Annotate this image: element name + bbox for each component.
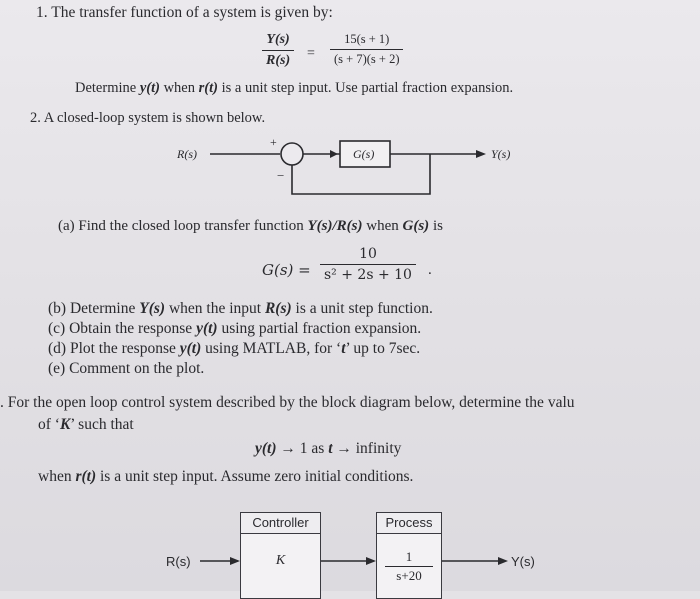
fraction-denominator: R(s): [266, 53, 291, 68]
arrow-head: [230, 557, 240, 565]
question-text: The transfer function of a system is given by:: [51, 4, 333, 21]
text-run: 1 as: [299, 440, 329, 457]
math-t: t: [341, 340, 346, 357]
plus-sign: +: [270, 135, 277, 149]
math-r-t: r(t): [198, 80, 218, 96]
minus-sign: −: [277, 168, 285, 183]
text-run: when: [362, 218, 403, 234]
controller-title: Controller: [241, 513, 320, 534]
question-3-condition: [38, 468, 413, 486]
diagram-input-label: R(s): [177, 147, 197, 161]
fraction-numerator: 1: [405, 549, 413, 564]
math-r-s: R(s): [264, 300, 292, 317]
text-run: of ‘: [38, 416, 60, 433]
question-number: 1.: [36, 4, 48, 21]
fraction-numerator: Y(s): [266, 32, 290, 47]
question-number: 2.: [30, 110, 41, 126]
text-run: when the input: [165, 300, 265, 317]
summing-junction: [281, 143, 303, 165]
question-3-line-2: [38, 416, 134, 434]
arrow-symbol: →: [332, 440, 356, 457]
question-text: A closed-loop system is shown below.: [43, 110, 266, 126]
g-s-fraction: [320, 246, 416, 283]
period: .: [428, 262, 432, 278]
text-run: infinity: [355, 440, 402, 457]
part-d: [48, 340, 420, 358]
diagram-block-label: G(s): [353, 147, 375, 161]
fraction-bar: [385, 566, 433, 567]
arrow-head: [476, 150, 486, 158]
text-run: (c) Obtain the response: [48, 320, 197, 337]
part-c: [48, 320, 421, 338]
text-run: ’ up to 7sec.: [345, 340, 421, 357]
text-run: is a unit step input. Assume zero initial conditions.: [96, 468, 414, 485]
diagram-input-label: R(s): [166, 554, 191, 569]
g-s-lhs: G(s) =: [262, 261, 311, 279]
fraction-numerator: 15(s + 1): [344, 32, 390, 46]
equals-sign: =: [307, 46, 315, 61]
text-run: when: [38, 468, 76, 485]
fraction-numerator: 10: [359, 246, 377, 262]
arrow-head: [498, 557, 508, 565]
math-y-t: y(t): [255, 440, 277, 457]
text-run: using partial fraction expansion.: [217, 320, 422, 337]
math-closed-loop-tf: Y(s)/R(s): [307, 218, 363, 234]
part-b: [48, 300, 433, 318]
fraction-bar: [320, 264, 416, 265]
math-y-t: y(t): [139, 80, 160, 96]
part-a: [58, 218, 443, 235]
text-run: using MATLAB, for ‘: [201, 340, 342, 357]
fraction-denominator: (s + 7)(s + 2): [334, 52, 400, 66]
diagram-output-label: Y(s): [491, 147, 511, 161]
text-run: (a) Find the closed loop transfer function: [58, 218, 308, 234]
diagram-output-label: Y(s): [511, 554, 535, 569]
fraction-denominator: s+20: [396, 568, 422, 583]
arrow-head: [330, 150, 338, 158]
math-k: K: [59, 416, 71, 433]
fraction-denominator: s² + 2s + 10: [324, 267, 412, 283]
arrow-head: [366, 557, 376, 565]
arrow-symbol: →: [276, 440, 300, 457]
math-y-s: Y(s): [139, 300, 166, 317]
process-transfer-function: [385, 549, 433, 584]
text-run: when: [159, 80, 199, 96]
part-e: (e) Comment on the plot.: [48, 360, 205, 377]
math-r-t: r(t): [75, 468, 97, 485]
text-run: is: [429, 218, 443, 234]
math-y-t: y(t): [196, 320, 218, 337]
math-y-t: y(t): [179, 340, 202, 357]
limit-condition: [255, 440, 401, 458]
text-run: (b) Determine: [48, 300, 140, 317]
question-3: . For the open loop control system described by the block diagram below, determine the valu: [0, 394, 575, 411]
controller-gain: K: [275, 553, 286, 568]
text-run: ’ such that: [70, 416, 134, 433]
controller-block: [240, 512, 321, 599]
text-run: is a unit step function.: [291, 300, 433, 317]
process-title: Process: [377, 513, 441, 534]
text-run: Determine: [75, 80, 140, 96]
text-run: is a unit step input. Use partial fraction expansion.: [217, 80, 514, 96]
math-g-s: G(s): [402, 218, 430, 234]
process-block: [376, 512, 442, 599]
math-t: t: [328, 440, 333, 457]
text-run: (d) Plot the response: [48, 340, 180, 357]
